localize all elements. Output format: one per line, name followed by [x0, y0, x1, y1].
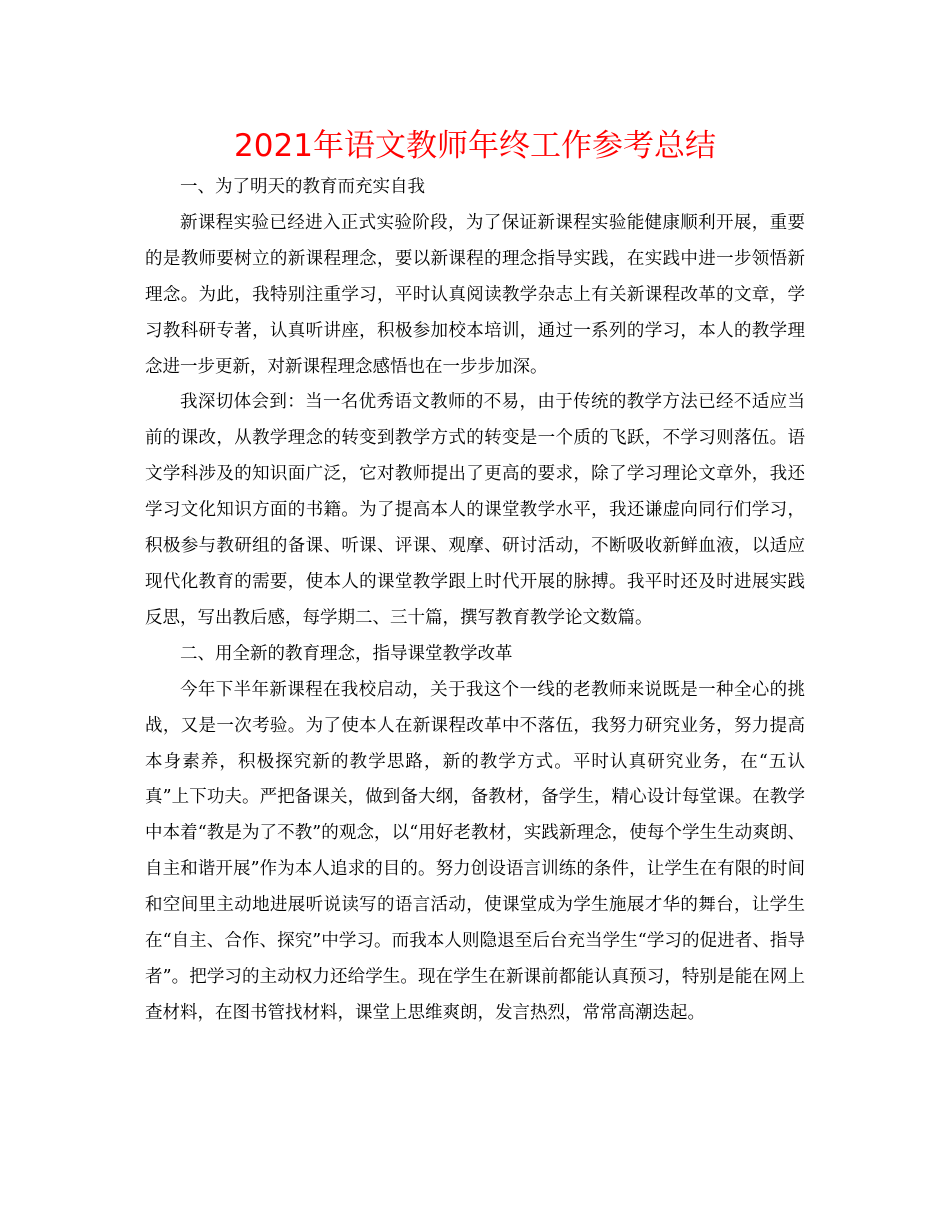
- section-heading-2: 二、用全新的教育理念，指导课堂教学改革: [180, 643, 513, 664]
- paragraph-1: 新课程实验已经进入正式实验阶段，为了保证新课程实验能健康顺利开展，重要的是教师要树立的新课程理念，要以新课程的理念指导实践，在实践中进一步领悟新理念。为此，我特别注重学习，平时认真阅读教学杂志上有关新课程改革的文章，学习教科研专著，认真听讲座，积极参加校本培训，通过一系列的学习，本人的教学理念进一步更新，对新课程理念感悟也在一步步加深。: [145, 212, 805, 377]
- section-heading-1: 一、为了明天的教育而充实自我: [180, 177, 425, 197]
- document-title: 2021年语文教师年终工作参考总结: [234, 128, 716, 164]
- paragraph-3: 今年下半年新课程在我校启动，关于我这个一线的老教师来说既是一种全心的挑战，又是一次考验。为了使本人在新课程改革中不落伍，我努力研究业务，努力提高本身素养，积极探究新的教学思路，新的教学方式。平时认真研究业务，在“五认真”上下功夫。严把备课关，做到备大纲，备教材，备学生，精心设计每堂课。在教学中本着“教是为了不教”的观念，以“用好老教材，实践新理念，使每个学生生动爽朗、自主和谐开展”作为本人追求的目的。努力创设语言训练的条件，让学生在有限的时间和空间里主动地进展听说读写的语言活动，使课堂成为学生施展才华的舞台，让学生在“自主、合作、探究”中学习。而我本人则隐退至后台充当学生“学习的促进者、指导者”。把学习的主动权力还给学生。现在学生在新课前都能认真预习，特别是能在网上查材料，在图书管找材料，课堂上思维爽朗，发言热烈，常常高潮迭起。: [145, 679, 805, 1023]
- paragraph-2: 我深切体会到：当一名优秀语文教师的不易，由于传统的教学方法已经不适应当前的课改，从教学理念的转变到教学方式的转变是一个质的飞跃，不学习则落伍。语文学科涉及的知识面广泛，它对教师提出了更高的要求，除了学习理论文章外，我还学习文化知识方面的书籍。为了提高本人的课堂教学水平，我还谦虚向同行们学习，积极参与教研组的备课、听课、评课、观摩、研讨活动，不断吸收新鲜血液，以适应现代化教育的需要，使本人的课堂教学跟上时代开展的脉搏。我平时还及时进展实践反思，写出教后感，每学期二、三十篇，撰写教育教学论文数篇。: [145, 392, 805, 628]
- document-body: [145, 170, 805, 1032]
